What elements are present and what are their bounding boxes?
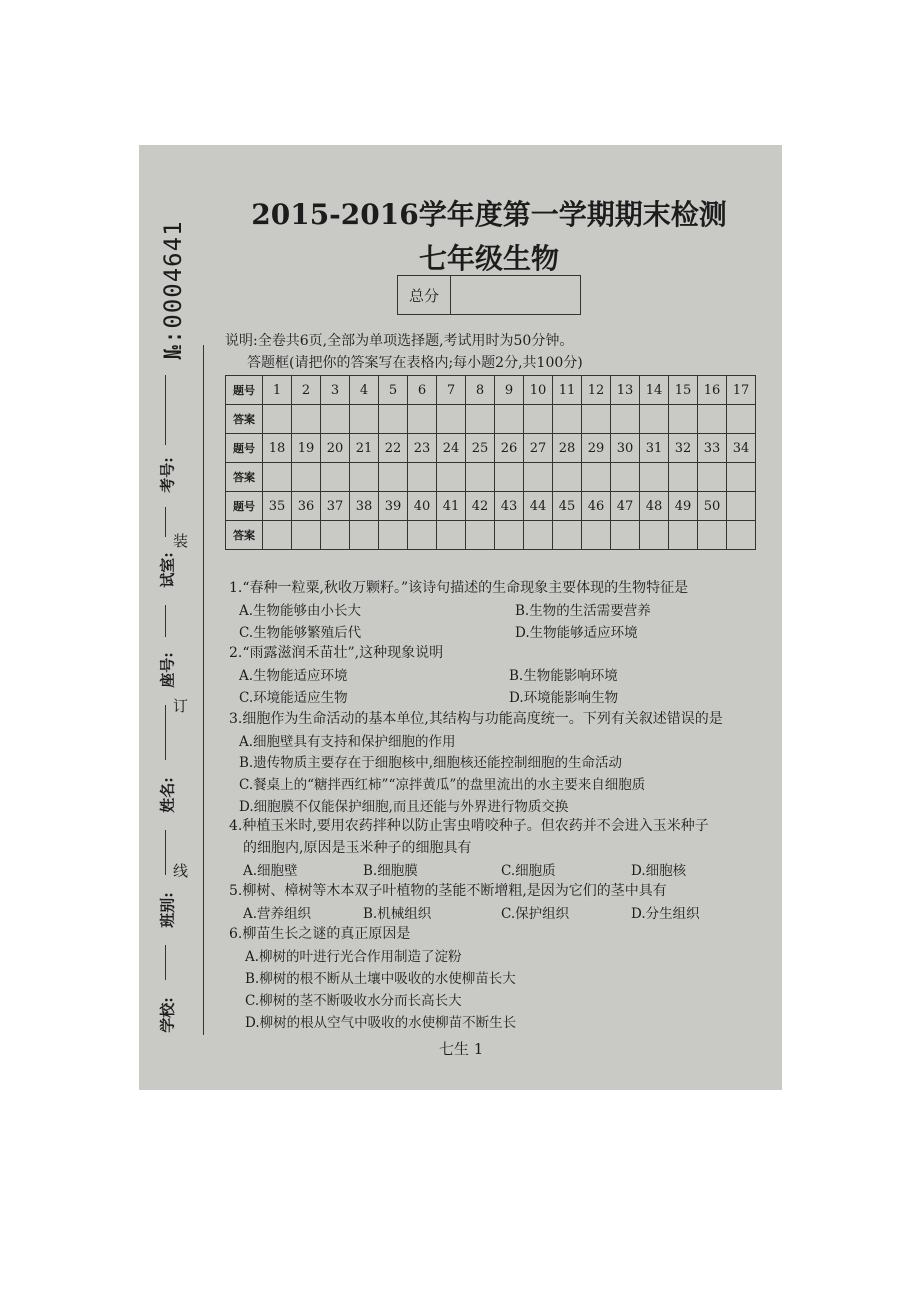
question-number-cell: 5 [379,376,408,405]
answer-cell[interactable] [669,463,698,492]
question-number-cell: 43 [495,492,524,521]
question-number-cell: 16 [698,376,727,405]
question-option: B.柳树的根不断从土壤中吸收的水使柳苗长大 [245,971,516,987]
binding-mark-zhuang: 装 [173,532,189,550]
question-number-cell: 46 [582,492,611,521]
question-stem-continued: 的细胞内,原因是玉米种子的细胞具有 [243,840,472,856]
answer-cell[interactable] [640,405,669,434]
answer-cell[interactable] [582,521,611,550]
question-option: A.生物能够由小长大 [239,603,362,619]
question-option: B.生物的生活需要营养 [515,603,651,619]
answer-row [226,521,756,550]
question-stem: 2.“雨露滋润禾苗壮”,这种现象说明 [229,645,444,661]
serial-number: №:0004641 [159,220,187,360]
answer-cell[interactable] [321,405,350,434]
question-number-cell: 28 [553,434,582,463]
answer-label-cell: 答案 [226,521,263,550]
field-line [165,945,166,980]
number-label-cell: 题号 [226,492,263,521]
question-number-cell [727,492,756,521]
question-number-cell: 48 [640,492,669,521]
number-row [226,434,756,463]
answer-cell[interactable] [263,405,292,434]
question-number-cell: 17 [727,376,756,405]
question-option: B.生物能影响环境 [509,668,618,684]
instructions: 说明:全卷共6页,全部为单项选择题,考试用时为50分钟。 [225,333,574,349]
number-row [226,492,756,521]
answer-cell[interactable] [727,463,756,492]
question-number-cell: 1 [263,376,292,405]
question-option: B.机械组织 [363,906,432,922]
question-number-cell: 36 [292,492,321,521]
question-number-cell: 20 [321,434,350,463]
question-number-cell: 19 [292,434,321,463]
question-number-cell: 32 [669,434,698,463]
question-option: B.细胞膜 [363,863,418,879]
question-option: A.生物能适应环境 [239,668,348,684]
question-number-cell: 3 [321,376,350,405]
question-number-cell: 14 [640,376,669,405]
question-option: A.细胞壁 [243,863,298,879]
question-number-cell: 37 [321,492,350,521]
answer-label-cell: 答案 [226,463,263,492]
question-number-cell: 6 [408,376,437,405]
question-number-cell: 18 [263,434,292,463]
answer-cell[interactable] [466,405,495,434]
answer-cell[interactable] [611,405,640,434]
answer-cell[interactable] [669,405,698,434]
question-number-cell: 26 [495,434,524,463]
question-option: C.细胞质 [501,863,556,879]
answer-cell[interactable] [669,521,698,550]
total-score-blank [451,276,580,314]
question-number-cell: 44 [524,492,553,521]
binding-mark-xian: 线 [173,862,189,880]
answer-cell[interactable] [611,521,640,550]
total-score-box [397,275,581,315]
binding-line [203,345,204,1035]
answer-cell[interactable] [350,463,379,492]
answer-cell[interactable] [553,405,582,434]
question-number-cell: 33 [698,434,727,463]
question-option: D.分生组织 [631,906,700,922]
question-option: C.餐桌上的“糖拌西红柿”“凉拌黄瓜”的盘里流出的水主要来自细胞质 [239,777,646,793]
question-number-cell: 39 [379,492,408,521]
field-line [165,705,166,760]
question-option: D.生物能够适应环境 [515,625,638,641]
question-number-cell: 23 [408,434,437,463]
answer-cell[interactable] [321,463,350,492]
question-number-cell: 41 [437,492,466,521]
field-kaohao: 考号: [158,457,177,493]
question-number-cell: 27 [524,434,553,463]
answer-cell[interactable] [263,463,292,492]
answer-box-note: 答题框(请把你的答案写在表格内;每小题2分,共100分) [247,355,583,371]
question-number-cell: 8 [466,376,495,405]
question-number-cell: 4 [350,376,379,405]
answer-cell[interactable] [263,521,292,550]
number-row [226,376,756,405]
question-number-cell: 15 [669,376,698,405]
question-number-cell: 38 [350,492,379,521]
answer-cell[interactable] [466,521,495,550]
question-option: C.保护组织 [501,906,570,922]
exam-title: 2015-2016学年度第一学期期末检测 [251,198,727,231]
question-number-cell: 2 [292,376,321,405]
answer-table [225,375,756,550]
field-shishi: 试室: [158,552,177,588]
binding-mark-ding: 订 [173,697,189,715]
answer-cell[interactable] [524,405,553,434]
answer-cell[interactable] [321,521,350,550]
question-number-cell: 24 [437,434,466,463]
question-stem: 1.“春种一粒粟,秋收万颗籽。”该诗句描述的生命现象主要体现的生物特征是 [229,580,689,596]
question-number-cell: 9 [495,376,524,405]
question-number-cell: 21 [350,434,379,463]
question-number-cell: 50 [698,492,727,521]
question-number-cell: 13 [611,376,640,405]
field-xingming: 姓名: [158,777,177,813]
answer-cell[interactable] [727,405,756,434]
answer-cell[interactable] [495,521,524,550]
question-number-cell: 25 [466,434,495,463]
field-banbie: 班别: [158,892,177,928]
answer-cell[interactable] [379,521,408,550]
answer-cell[interactable] [524,463,553,492]
answer-cell[interactable] [408,463,437,492]
answer-cell[interactable] [292,405,321,434]
question-number-cell: 34 [727,434,756,463]
question-stem: 5.柳树、樟树等木本双子叶植物的茎能不断增粗,是因为它们的茎中具有 [229,883,667,899]
answer-cell[interactable] [408,405,437,434]
answer-cell[interactable] [640,521,669,550]
answer-cell[interactable] [582,463,611,492]
question-option: D.细胞膜不仅能保护细胞,而且还能与外界进行物质交换 [239,799,569,815]
question-number-cell: 12 [582,376,611,405]
answer-row [226,405,756,434]
answer-cell[interactable] [379,463,408,492]
answer-cell[interactable] [524,521,553,550]
question-option: A.营养组织 [243,906,312,922]
question-number-cell: 30 [611,434,640,463]
question-number-cell: 31 [640,434,669,463]
question-number-cell: 49 [669,492,698,521]
answer-cell[interactable] [408,521,437,550]
exam-subtitle: 七年级生物 [418,242,559,275]
answer-cell[interactable] [292,521,321,550]
answer-cell[interactable] [582,405,611,434]
answer-cell[interactable] [437,463,466,492]
answer-cell[interactable] [437,521,466,550]
question-option: C.环境能适应生物 [239,690,348,706]
question-number-cell: 40 [408,492,437,521]
answer-cell[interactable] [640,463,669,492]
exam-photo [139,145,782,1090]
answer-cell[interactable] [292,463,321,492]
answer-cell[interactable] [379,405,408,434]
answer-cell[interactable] [553,521,582,550]
question-number-cell: 42 [466,492,495,521]
question-option: D.柳树的根从空气中吸收的水使柳苗不断生长 [245,1015,517,1031]
question-option: C.柳树的茎不断吸收水分而长高长大 [245,993,462,1009]
binding-strip [139,145,209,1090]
question-number-cell: 22 [379,434,408,463]
answer-label-cell: 答案 [226,405,263,434]
number-label-cell: 题号 [226,376,263,405]
question-number-cell: 7 [437,376,466,405]
page-footer: 七生 1 [439,1040,484,1058]
answer-cell[interactable] [553,463,582,492]
field-line [165,830,166,875]
answer-cell[interactable] [350,405,379,434]
question-stem: 6.柳苗生长之谜的真正原因是 [229,926,411,942]
answer-cell[interactable] [350,521,379,550]
field-line [165,605,166,637]
answer-cell[interactable] [727,521,756,550]
total-score-label: 总分 [398,276,451,314]
answer-row [226,463,756,492]
answer-cell[interactable] [495,463,524,492]
question-number-cell: 10 [524,376,553,405]
answer-cell[interactable] [698,521,727,550]
field-line [165,375,166,445]
question-option: B.遗传物质主要存在于细胞核中,细胞核还能控制细胞的生命活动 [239,755,623,771]
question-option: D.环境能影响生物 [509,690,619,706]
question-number-cell: 29 [582,434,611,463]
field-line [165,507,166,537]
answer-cell[interactable] [437,405,466,434]
answer-cell[interactable] [698,463,727,492]
question-option: A.细胞壁具有支持和保护细胞的作用 [239,734,456,750]
answer-cell[interactable] [611,463,640,492]
question-option: C.生物能够繁殖后代 [239,625,362,641]
answer-cell[interactable] [495,405,524,434]
question-number-cell: 35 [263,492,292,521]
question-number-cell: 47 [611,492,640,521]
answer-cell[interactable] [466,463,495,492]
question-number-cell: 11 [553,376,582,405]
question-option: A.柳树的叶进行光合作用制造了淀粉 [245,949,462,965]
answer-cell[interactable] [698,405,727,434]
question-stem: 4.种植玉米时,要用农药拌种以防止害虫啃咬种子。但农药并不会进入玉米种子 [229,818,709,834]
question-number-cell: 45 [553,492,582,521]
field-zuohao: 座号: [158,652,177,688]
question-stem: 3.细胞作为生命活动的基本单位,其结构与功能高度统一。下列有关叙述错误的是 [229,711,723,727]
field-xuexiao: 学校: [158,997,177,1033]
question-option: D.细胞核 [631,863,687,879]
number-label-cell: 题号 [226,434,263,463]
